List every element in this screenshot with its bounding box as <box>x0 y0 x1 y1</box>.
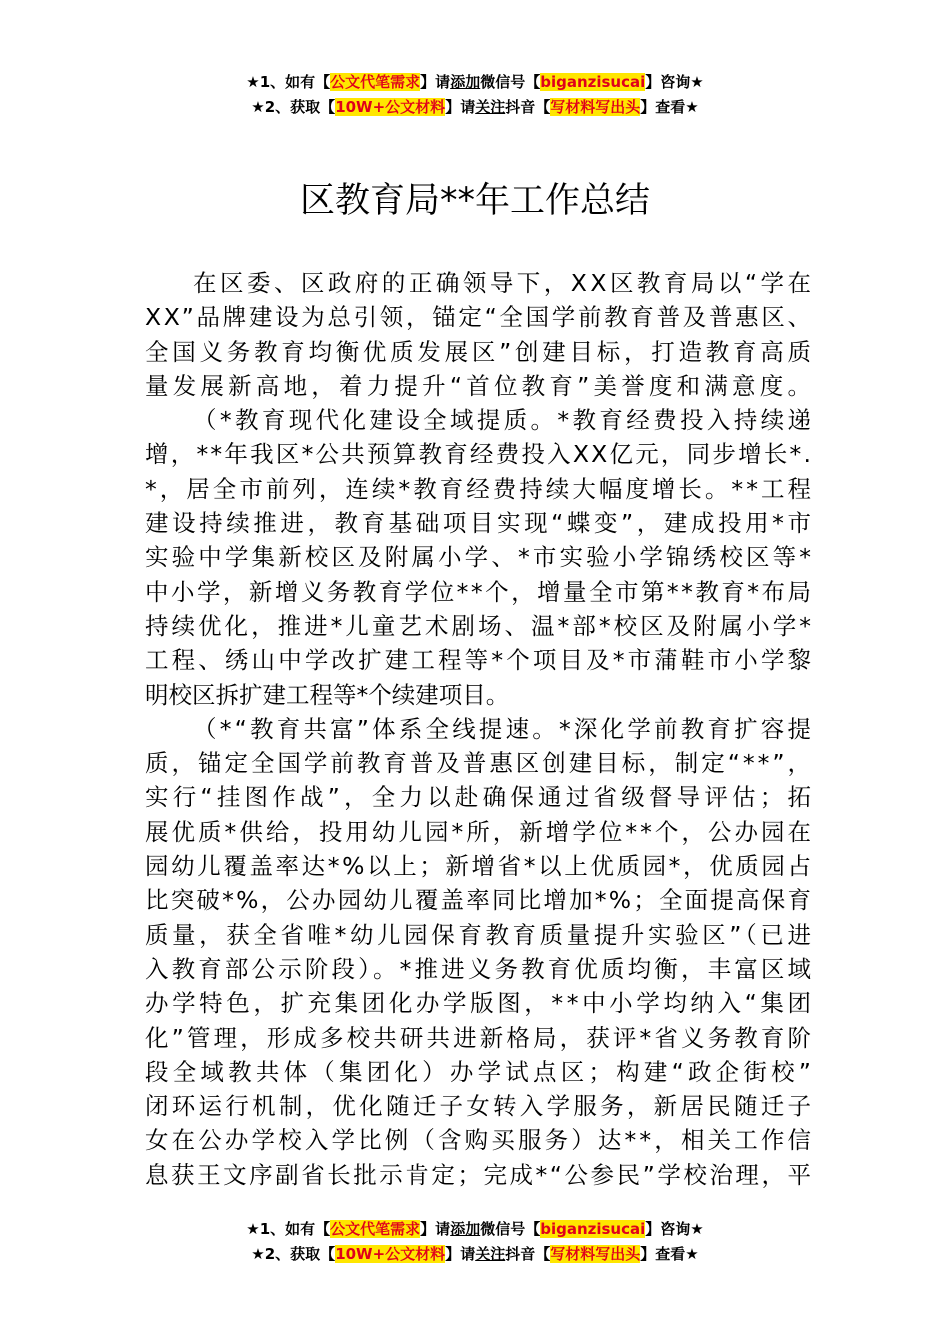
banner-text: ★1、如有【 <box>246 73 331 91</box>
body-line: 化”管理，形成多校共研共进新格局，获评*省义务教育阶 <box>145 1023 815 1052</box>
body-line: 明校区拆扩建工程等*个续建项目。 <box>145 680 510 709</box>
banner-highlight: biganzisucai <box>540 1220 646 1238</box>
banner-underline: 添加 <box>450 1220 481 1238</box>
banner-text: 抖音【 <box>505 1245 551 1263</box>
body-line: 园幼儿覆盖率达*%以上；新增省*以上优质园*，优质园占 <box>145 852 814 881</box>
body-line: 女在公办学校入学比例（含购买服务）达**，相关工作信 <box>145 1126 815 1155</box>
footer-banner <box>0 1217 950 1267</box>
body-line: 实行“挂图作战”，全力以赴确保通过省级督导评估；拓 <box>145 783 816 812</box>
body-line: 量发展新高地，着力提升“首位教育”美誉度和满意度。 <box>145 371 816 400</box>
body-line: 全国义务教育均衡优质发展区”创建目标，打造教育高质 <box>145 337 815 366</box>
body-line: 增，**年我区*公共预算教育经费投入XX亿元，同步增长*. <box>145 440 814 469</box>
banner-text: 】请 <box>445 1245 476 1263</box>
banner-line-1 <box>0 1217 950 1242</box>
body-line: 中小学，新增义务教育学位**个，增量全市第**教育*布局 <box>145 577 814 606</box>
body-line: *，居全市前列，连续*教育经费持续大幅度增长。**工程 <box>145 474 815 503</box>
body-line: 息获王文序副省长批示肯定；完成*“公参民”学校治理，平 <box>145 1160 814 1189</box>
body-line: 实验中学集新校区及附属小学、*市实验小学锦绣校区等* <box>145 543 815 572</box>
banner-line-1 <box>0 70 950 95</box>
body-line: 持续优化，推进*儿童艺术剧场、温*部*校区及附属小学* <box>145 611 815 640</box>
body-line: 段全域教共体（集团化）办学试点区；构建“政企街校” <box>145 1057 816 1086</box>
banner-highlight: 10W+公文材料 <box>335 1245 446 1263</box>
body-line: 展优质*供给，投用幼儿园*所，新增学位**个，公办园在 <box>145 817 815 846</box>
body-line: （*“教育共富”体系全线提速。*深化学前教育扩容提 <box>193 714 815 743</box>
banner-text: ★1、如有【 <box>246 1220 331 1238</box>
banner-text: 】请 <box>420 1220 451 1238</box>
body-line: 工程、绣山中学改扩建工程等*个项目及*市蒲鞋市小学黎 <box>145 646 815 675</box>
body-line: 入教育部公示阶段）。*推进义务教育优质均衡，丰富区域 <box>145 954 815 983</box>
banner-highlight: 公文代笔需求 <box>330 1220 421 1238</box>
body-line: XX”品牌建设为总引领，锚定“全国学前教育普及普惠区、 <box>145 303 814 332</box>
header-banner <box>0 70 950 120</box>
document-body <box>145 266 816 1192</box>
body-line: （*教育现代化建设全域提质。*教育经费投入持续递 <box>193 406 815 435</box>
banner-highlight: biganzisucai <box>540 73 646 91</box>
banner-text: 】请 <box>445 98 476 116</box>
body-line: 办学特色，扩充集团化办学版图，**中小学均纳入“集团 <box>145 989 815 1018</box>
body-line: 闭环运行机制，优化随迁子女转入学服务，新居民随迁子 <box>145 1092 815 1121</box>
body-line: 质，锚定全国学前教育普及普惠区创建目标，制定“**”， <box>145 749 814 778</box>
banner-underline: 关注 <box>475 1245 506 1263</box>
document-title: 区教育局**年工作总结 <box>299 181 650 221</box>
banner-highlight: 10W+公文材料 <box>335 98 446 116</box>
banner-highlight: 写材料写出头 <box>550 98 641 116</box>
banner-highlight: 写材料写出头 <box>550 1245 641 1263</box>
banner-text: 】请 <box>420 73 451 91</box>
banner-text: ★2、获取【 <box>251 1245 336 1263</box>
banner-text: 】查看★ <box>640 98 699 116</box>
banner-underline: 添加 <box>450 73 481 91</box>
banner-text: 抖音【 <box>505 98 551 116</box>
banner-line-2 <box>0 95 950 120</box>
banner-text: 微信号【 <box>480 73 541 91</box>
banner-text: ★2、获取【 <box>251 98 336 116</box>
banner-text: 】咨询★ <box>645 73 704 91</box>
body-line: 质量，获全省唯*幼儿园保育教育质量提升实验区”（已进 <box>145 920 815 949</box>
banner-text: 微信号【 <box>480 1220 541 1238</box>
body-line: 建设持续推进，教育基础项目实现“蝶变”，建成投用*市 <box>145 509 815 538</box>
banner-underline: 关注 <box>475 98 506 116</box>
body-line: 在区委、区政府的正确领导下，XX区教育局以“学在 <box>193 269 815 297</box>
banner-text: 】咨询★ <box>645 1220 704 1238</box>
banner-text: 】查看★ <box>640 1245 699 1263</box>
banner-highlight: 公文代笔需求 <box>330 73 421 91</box>
body-line: 比突破*%，公办园幼儿覆盖率同比增加*%；全面提高保育 <box>145 886 814 915</box>
banner-line-2 <box>0 1242 950 1267</box>
